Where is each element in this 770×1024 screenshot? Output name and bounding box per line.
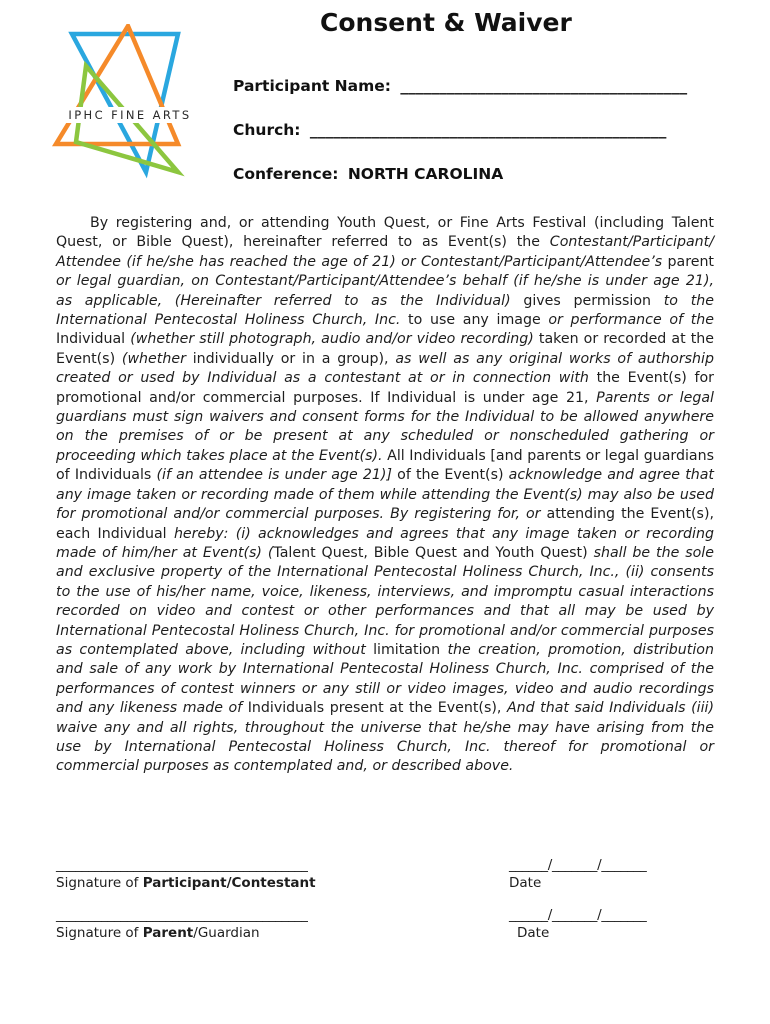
participant-signature-block[interactable]	[56, 856, 316, 892]
participant-date-line[interactable]: ______/_______/_______	[509, 857, 647, 873]
participant-name-blank[interactable]: _____________________________________	[400, 77, 688, 95]
church-blank[interactable]: ______________________________________________	[309, 121, 667, 139]
iphc-fine-arts-logo	[50, 24, 210, 194]
parent-signature-label: Signature of Parent/Guardian	[56, 925, 260, 941]
page-title: Consent & Waiver	[320, 8, 572, 37]
parent-signature-block[interactable]	[56, 906, 308, 942]
church-label: Church:	[233, 121, 301, 139]
parent-date-line[interactable]: ______/_______/_______	[509, 907, 647, 923]
participant-name-field[interactable]	[233, 76, 687, 96]
conference-value: NORTH CAROLINA	[347, 165, 504, 183]
participant-name-label: Participant Name:	[233, 77, 391, 95]
logo-text: IPHC FINE ARTS	[50, 107, 210, 123]
waiver-body-text: By registering and, or attending Youth Quest, or Fine Arts Festival (including Talent Quest, or Bible Quest), hereinafter referred to as Event(s) the Contestant/Participant/ Attendee (if he/she has reached the age of 21) or Contestant/Participant/Attendee’s parent or legal guardian, on Contestant/Participant/Attendee’s behalf (if he/she is under age 21), as applicable, (Hereinafter referred to as the Individual) gives permission to the International Pentecostal Holiness Church, Inc. to use any image or performance of the Individual (whether still photograph, audio and/or video recording) taken or recorded at the Event(s) (whether individually or in a group), as well as any original works of authorship created or used by Individual as a contestant at or in connection with the Event(s) for promotional and/or commercial purposes. If Individual is under age 21, Parents or legal guardians must sign waivers and consent forms for the Individual to be allowed anywhere on the premises of or be present at any scheduled or nonscheduled gathering or proceeding which takes place at the Event(s). All Individuals [and parents or legal guardians of Individuals (if an attendee is under age 21)] of the Event(s) acknowledge and agree that any image taken or recording made of them while attending the Event(s) may also be used for promotional and/or commercial purposes. By registering for, or attending the Event(s), each Individual hereby: (i) acknowledges and agrees that any image taken or recording made of him/her at Event(s) (Talent Quest, Bible Quest and Youth Quest) shall be the sole and exclusive property of the International Pentecostal Holiness Church, Inc., (ii) consents to the use of his/her name, voice, likeness, interviews, and impromptu casual interactions recorded on video and contest or other performances and that all may be used by International Pentecostal Holiness Church, Inc. for promotional and/or commercial purposes as contemplated above, including without limitation the creation, promotion, distribution and sale of any work by International Pentecostal Holiness Church, Inc. comprised of the performances of contest winners or any still or video images, video and audio recordings and any likeness made of Individuals present at the Event(s), And that said Individuals (iii) waive any and all rights, throughout the universe that he/she may have arising from the use by International Pentecostal Holiness Church, Inc. thereof for promotional or commercial purposes as contemplated and, or described above.	[56, 215, 715, 775]
parent-date-label: Date	[517, 925, 550, 941]
participant-date-block[interactable]	[509, 856, 647, 892]
participant-date-label: Date	[509, 875, 542, 891]
church-field[interactable]	[233, 120, 666, 140]
conference-field	[233, 164, 503, 184]
parent-signature-line[interactable]: _______________________________________	[56, 907, 308, 923]
participant-signature-label: Signature of Participant/Contestant	[56, 875, 316, 891]
parent-date-block[interactable]	[509, 906, 647, 942]
participant-signature-line[interactable]: _______________________________________	[56, 857, 308, 873]
conference-label: Conference:	[233, 165, 339, 183]
